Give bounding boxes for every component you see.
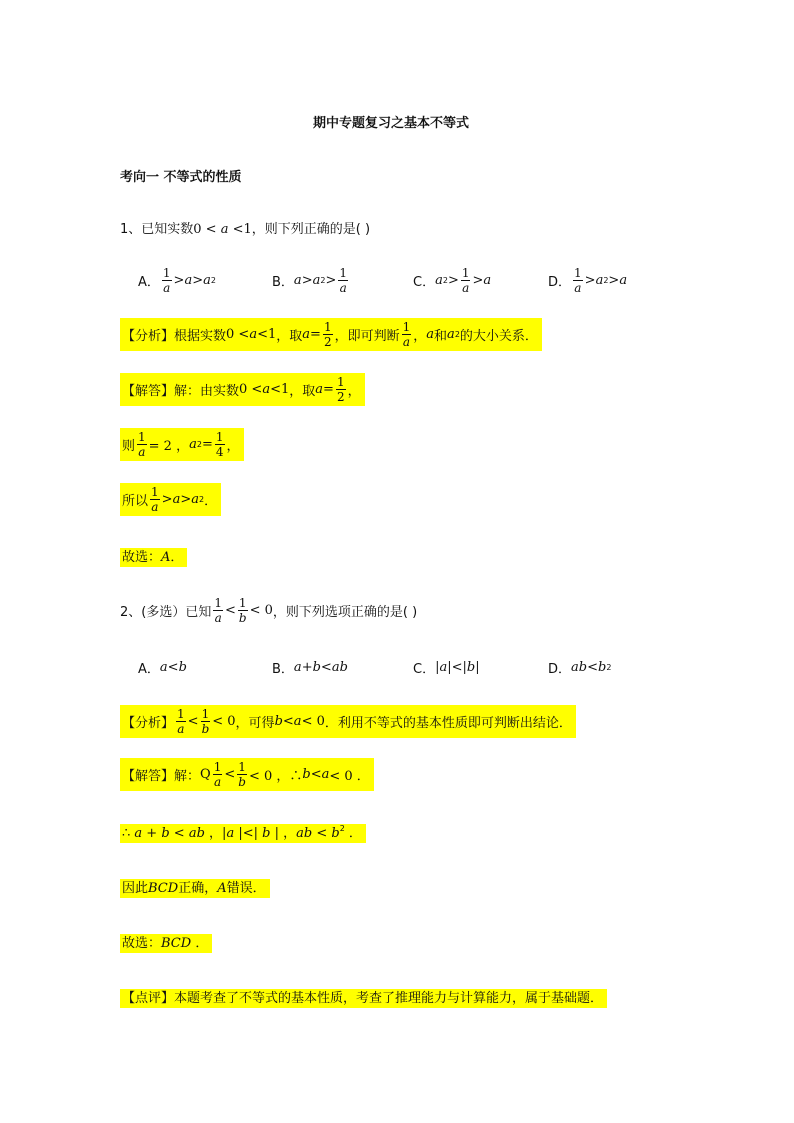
q2-comment: 【点评】本题考查了不等式的基本性质，考查了推理能力与计算能力，属于基础题． xyxy=(120,987,607,1006)
q1-option-a: A． $\frac{1}{a}$ > a > a 2 xyxy=(138,266,216,295)
q1-answer-value: A xyxy=(161,550,171,565)
q1-option-d: D． $\frac{1}{a}$ > a 2 > a xyxy=(548,266,628,295)
q2-option-b: B． a + b < ab xyxy=(272,660,348,677)
q2-answer-value: BCD xyxy=(161,936,192,951)
q1-stem: 1、已知实数0 < a <1，则下列正确的是( ) xyxy=(120,222,371,237)
q1-then-line: 则 $\frac{1}{a}$ = 2 ， a 2 = $\frac{1}{4}$ ， xyxy=(120,428,244,461)
q2-analysis: 【分析】 $\frac{1}{a}$ < $\frac{1}{b}$ < 0 ，可得 b < a < 0 ．利用不等式的基本性质即可判断出结论． xyxy=(120,705,576,738)
q1-stem-suffix: ，则下列正确的是( ) xyxy=(251,222,371,237)
q1-answer: 故选：A． xyxy=(120,546,187,565)
section-heading: 考向一 不等式的性质 xyxy=(120,170,242,185)
q2-solution: 【解答】 解： Q $\frac{1}{a}$ < $\frac{1}{b}$ < 0 ，∴ b < a < 0 ． xyxy=(120,758,374,791)
q1-stem-prefix: 1、已知实数 xyxy=(120,222,194,237)
q2-option-c: C． | a |<| b | xyxy=(413,660,480,677)
q2-answer: 故选：BCD ． xyxy=(120,932,212,951)
q2-option-d: D． ab < b 2 xyxy=(548,660,612,677)
q1-option-c: C． a 2 > $\frac{1}{a}$ > a xyxy=(413,266,492,295)
q1-analysis: 【分析】 根据实数 0 < a <1 ，取 a = $\frac{1}{2}$ ，即可判断 $\frac{1}{a}$ ， a 和 a 2 的大小关系． xyxy=(120,318,542,351)
q1-solution: 【解答】 解：由实数 0 < a <1 ，取 a = $\frac{1}{2}$ ， xyxy=(120,373,365,406)
q1-so-line: 所以 $\frac{1}{a}$ > a > a 2 ． xyxy=(120,483,221,516)
q1-option-b: B． a > a 2 > $\frac{1}{a}$ xyxy=(272,266,347,295)
q2-therefore-line: ∴ a + b < ab ，|a |<| b | ，ab < $b^2$ ． xyxy=(120,822,366,841)
q2-stem: 2、(多选）已知 $\frac{1}{a}$ < $\frac{1}{b}$ < 0 ，则下列选项正确的是( ) xyxy=(120,596,418,625)
page-title: 期中专题复习之基本不等式 xyxy=(313,116,470,131)
q2-option-a: A． a < b xyxy=(138,660,187,677)
q2-hence-line: 因此BCD正确，A错误． xyxy=(120,877,270,896)
